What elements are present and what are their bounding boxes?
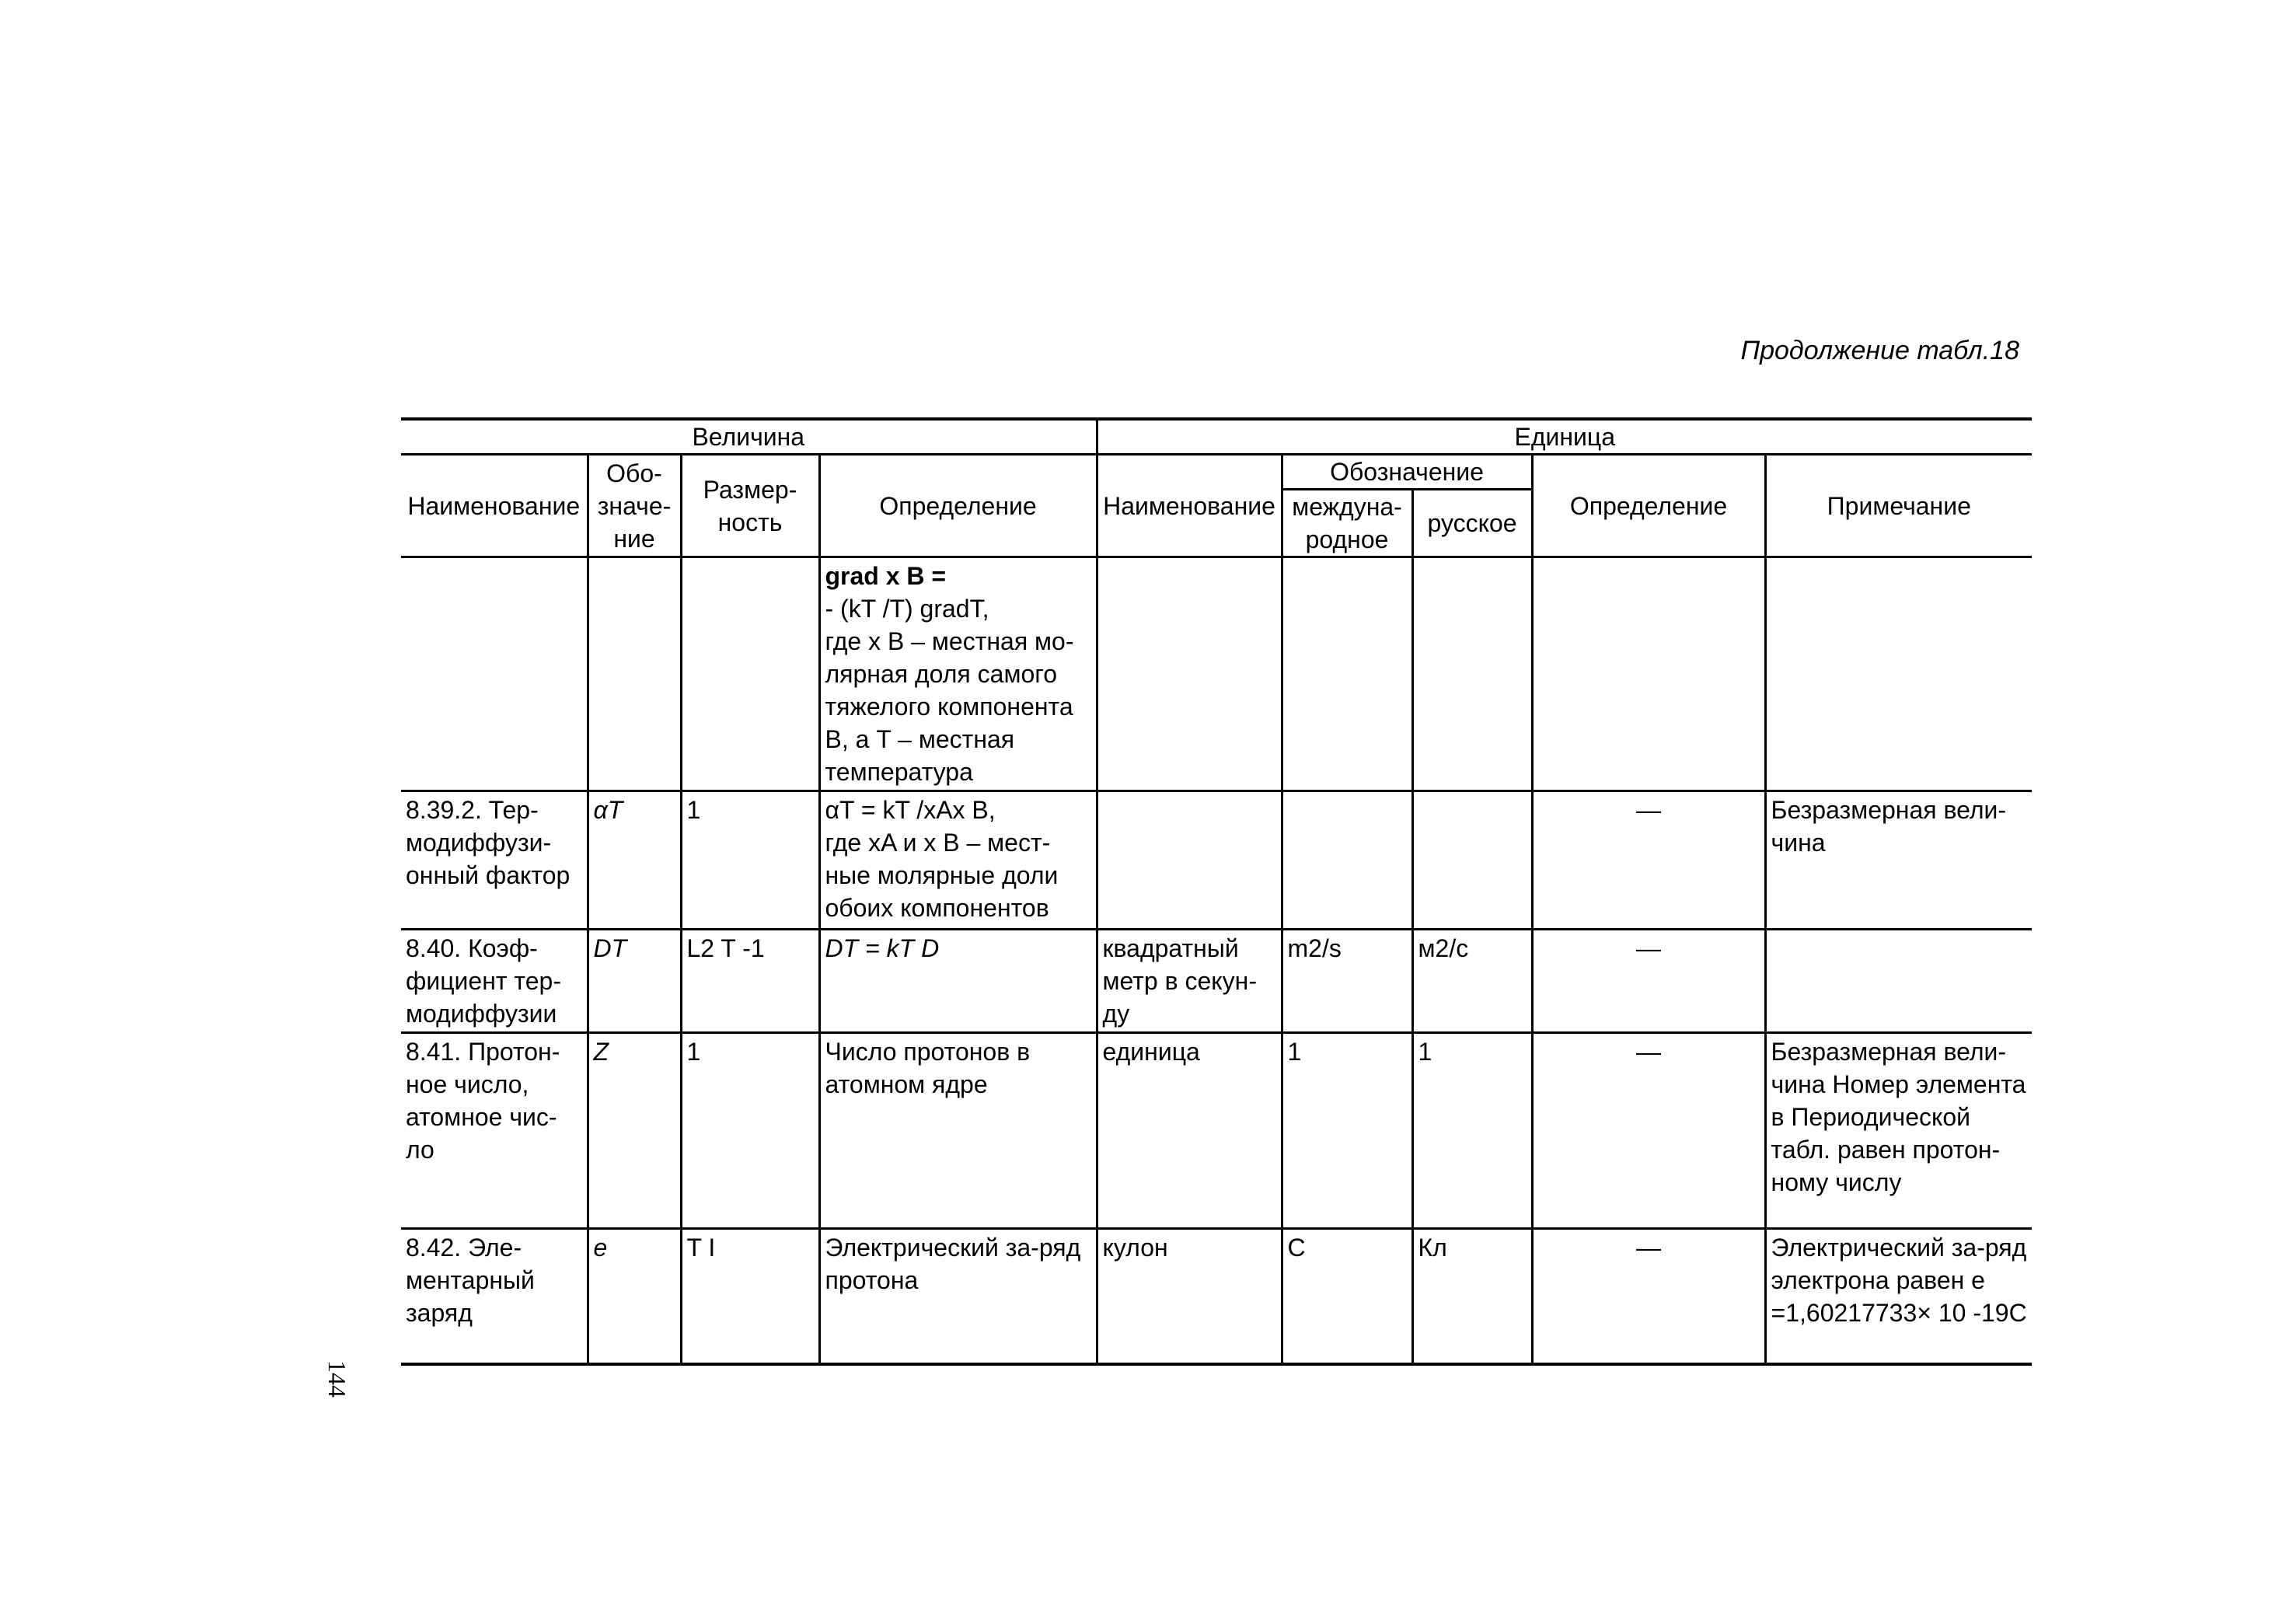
definition-cell: Электрический за-ряд протона: [819, 1229, 1097, 1364]
quantity-dimension: T I: [681, 1229, 819, 1364]
header-unit: Единица: [1097, 419, 2032, 455]
formula-grad: grad x B =: [825, 562, 947, 590]
table-row: [401, 791, 2032, 930]
header-u-rus: русское: [1412, 490, 1532, 557]
unit-rus-symbol: 1: [1412, 1033, 1532, 1229]
unit-name: единица: [1097, 1033, 1282, 1229]
header-u-symbol: Обозначение: [1282, 455, 1532, 490]
unit-definition: —: [1532, 791, 1765, 930]
quantity-dimension: L2 T -1: [681, 930, 819, 1033]
unit-rus-symbol: м2/с: [1412, 930, 1532, 1033]
formula-line: - (kT /T) gradT,: [825, 595, 989, 623]
header-u-intl: междуна-родное: [1282, 490, 1412, 557]
quantity-symbol: αT: [588, 791, 681, 930]
unit-name: кулон: [1097, 1229, 1282, 1364]
definition-line: тяжелого компонента: [825, 693, 1073, 721]
unit-definition: —: [1532, 930, 1765, 1033]
unit-name: квадратный метр в секун-ду: [1097, 930, 1282, 1033]
definition-line: где xA и x B – мест-: [825, 829, 1051, 857]
note: Безразмерная вели-чина: [1765, 791, 2032, 930]
note: Безразмерная вели-чина Номер элемента в Периодической табл. равен протон-ному числу: [1765, 1033, 2032, 1229]
quantity-symbol: DT: [588, 930, 681, 1033]
unit-intl-symbol: C: [1282, 1229, 1412, 1364]
unit-definition: —: [1532, 1229, 1765, 1364]
unit-definition: —: [1532, 1033, 1765, 1229]
header-quantity: Величина: [401, 419, 1097, 455]
definition-cell: [819, 791, 1097, 930]
header-q-name: Наименование: [401, 455, 588, 557]
header-q-symbol: Обо-значе-ние: [588, 455, 681, 557]
quantity-dimension: 1: [681, 791, 819, 930]
definition-line: B, а T – местная: [825, 725, 1015, 753]
definition-line: где x B – местная мо-: [825, 627, 1074, 655]
definition-line: обоих компонентов: [825, 894, 1049, 922]
quantities-table: [401, 417, 2032, 1366]
header-u-note: Примечание: [1765, 455, 2032, 557]
header-q-dimension: Размер-ность: [681, 455, 819, 557]
quantity-symbol: Z: [588, 1033, 681, 1229]
table-row: [401, 930, 2032, 1033]
definition-line: лярная доля самого: [825, 660, 1057, 688]
unit-intl-symbol: m2/s: [1282, 930, 1412, 1033]
header-u-name: Наименование: [1097, 455, 1282, 557]
definition-line: ные молярные доли: [825, 861, 1059, 889]
definition-cell: DT = kT D: [819, 930, 1097, 1033]
table-caption: Продолжение табл.18: [1740, 336, 2019, 365]
table-row: [401, 1033, 2032, 1229]
definition-line: температура: [825, 758, 973, 786]
unit-intl-symbol: 1: [1282, 1033, 1412, 1229]
table-row: [401, 1229, 2032, 1364]
quantity-name: 8.39.2. Тер-модиффузи-онный фактор: [401, 791, 588, 930]
page-number: 144: [323, 1360, 351, 1398]
unit-rus-symbol: Кл: [1412, 1229, 1532, 1364]
header-q-definition: Определение: [819, 455, 1097, 557]
formula-line: αT = kT /xAx B,: [825, 796, 996, 824]
quantity-symbol: e: [588, 1229, 681, 1364]
note: Электрический за-ряд электрона равен e =1,60217733× 10 -19C: [1765, 1229, 2032, 1364]
table-row: [401, 557, 2032, 791]
definition-cell: Число протонов в атомном ядре: [819, 1033, 1097, 1229]
definition-cell: [819, 557, 1097, 791]
quantity-name: 8.41. Протон-ное число, атомное чис-ло: [401, 1033, 588, 1229]
quantity-name: 8.42. Эле-ментарный заряд: [401, 1229, 588, 1364]
quantity-dimension: 1: [681, 1033, 819, 1229]
quantity-name: 8.40. Коэф-фициент тер-модиффузии: [401, 930, 588, 1033]
header-u-definition: Определение: [1532, 455, 1765, 557]
